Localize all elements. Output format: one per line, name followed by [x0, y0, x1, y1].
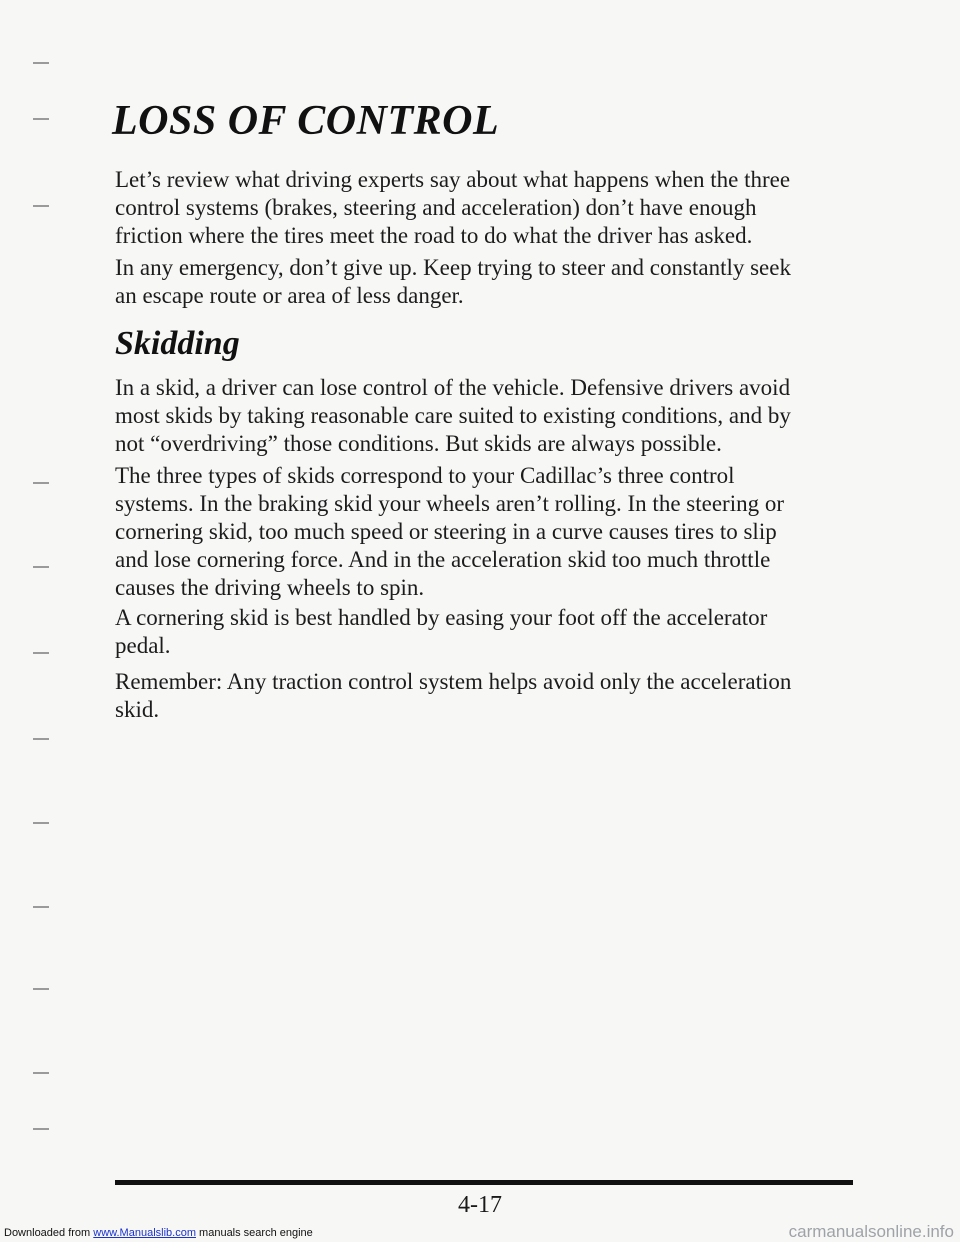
text-line: friction where the tires meet the road to do what the driver has asked. [115, 223, 753, 248]
margin-mark [33, 566, 49, 568]
manualslib-link[interactable]: www.Manualslib.com [93, 1227, 196, 1239]
margin-mark [33, 738, 49, 740]
section-heading-skidding: Skidding [115, 325, 240, 362]
text-line: Remember: Any traction control system helps avoid only the acceleration [115, 669, 792, 694]
text-line: The three types of skids correspond to your Cadillac’s three control [115, 463, 735, 488]
text-line: cornering skid, too much speed or steering in a curve causes tires to slip [115, 519, 777, 544]
download-prefix: Downloaded from [4, 1227, 91, 1239]
download-suffix: manuals search engine [199, 1227, 313, 1239]
page-number: 4-17 [458, 1192, 502, 1218]
margin-mark [33, 1128, 49, 1130]
text-line: not “overdriving” those conditions. But skids are always possible. [115, 431, 722, 456]
margin-mark [33, 62, 49, 64]
text-line: pedal. [115, 633, 171, 658]
margin-mark [33, 822, 49, 824]
margin-mark [33, 1072, 49, 1074]
margin-mark [33, 205, 49, 207]
text-line: causes the driving wheels to spin. [115, 575, 425, 600]
margin-mark [33, 906, 49, 908]
skidding-paragraph-3 [115, 604, 875, 660]
text-line: most skids by taking reasonable care suited to existing conditions, and by [115, 403, 791, 428]
text-line: an escape route or area of less danger. [115, 283, 464, 308]
text-line: control systems (brakes, steering and acceleration) don’t have enough [115, 195, 757, 220]
skidding-paragraph-4 [115, 668, 875, 724]
download-notice [4, 1227, 313, 1239]
intro-paragraph-1 [115, 166, 875, 250]
watermark-text: carmanualsonline.info [788, 1222, 954, 1241]
text-line: In any emergency, don’t give up. Keep trying to steer and constantly seek [115, 255, 791, 280]
intro-paragraph-2 [115, 254, 875, 310]
margin-mark [33, 482, 49, 484]
margin-mark [33, 988, 49, 990]
margin-mark [33, 118, 49, 120]
text-line: A cornering skid is best handled by easing your foot off the accelerator [115, 605, 768, 630]
text-line: Let’s review what driving experts say about what happens when the three [115, 167, 791, 192]
page-title: LOSS OF CONTROL [112, 98, 500, 144]
skidding-paragraph-2 [115, 462, 875, 602]
footer-rule [115, 1180, 853, 1185]
text-line: systems. In the braking skid your wheels aren’t rolling. In the steering or [115, 491, 784, 516]
margin-mark [33, 652, 49, 654]
text-line: and lose cornering force. And in the acceleration skid too much throttle [115, 547, 771, 572]
skidding-paragraph-1 [115, 374, 875, 458]
text-line: In a skid, a driver can lose control of the vehicle. Defensive drivers avoid [115, 375, 791, 400]
text-line: skid. [115, 697, 160, 722]
